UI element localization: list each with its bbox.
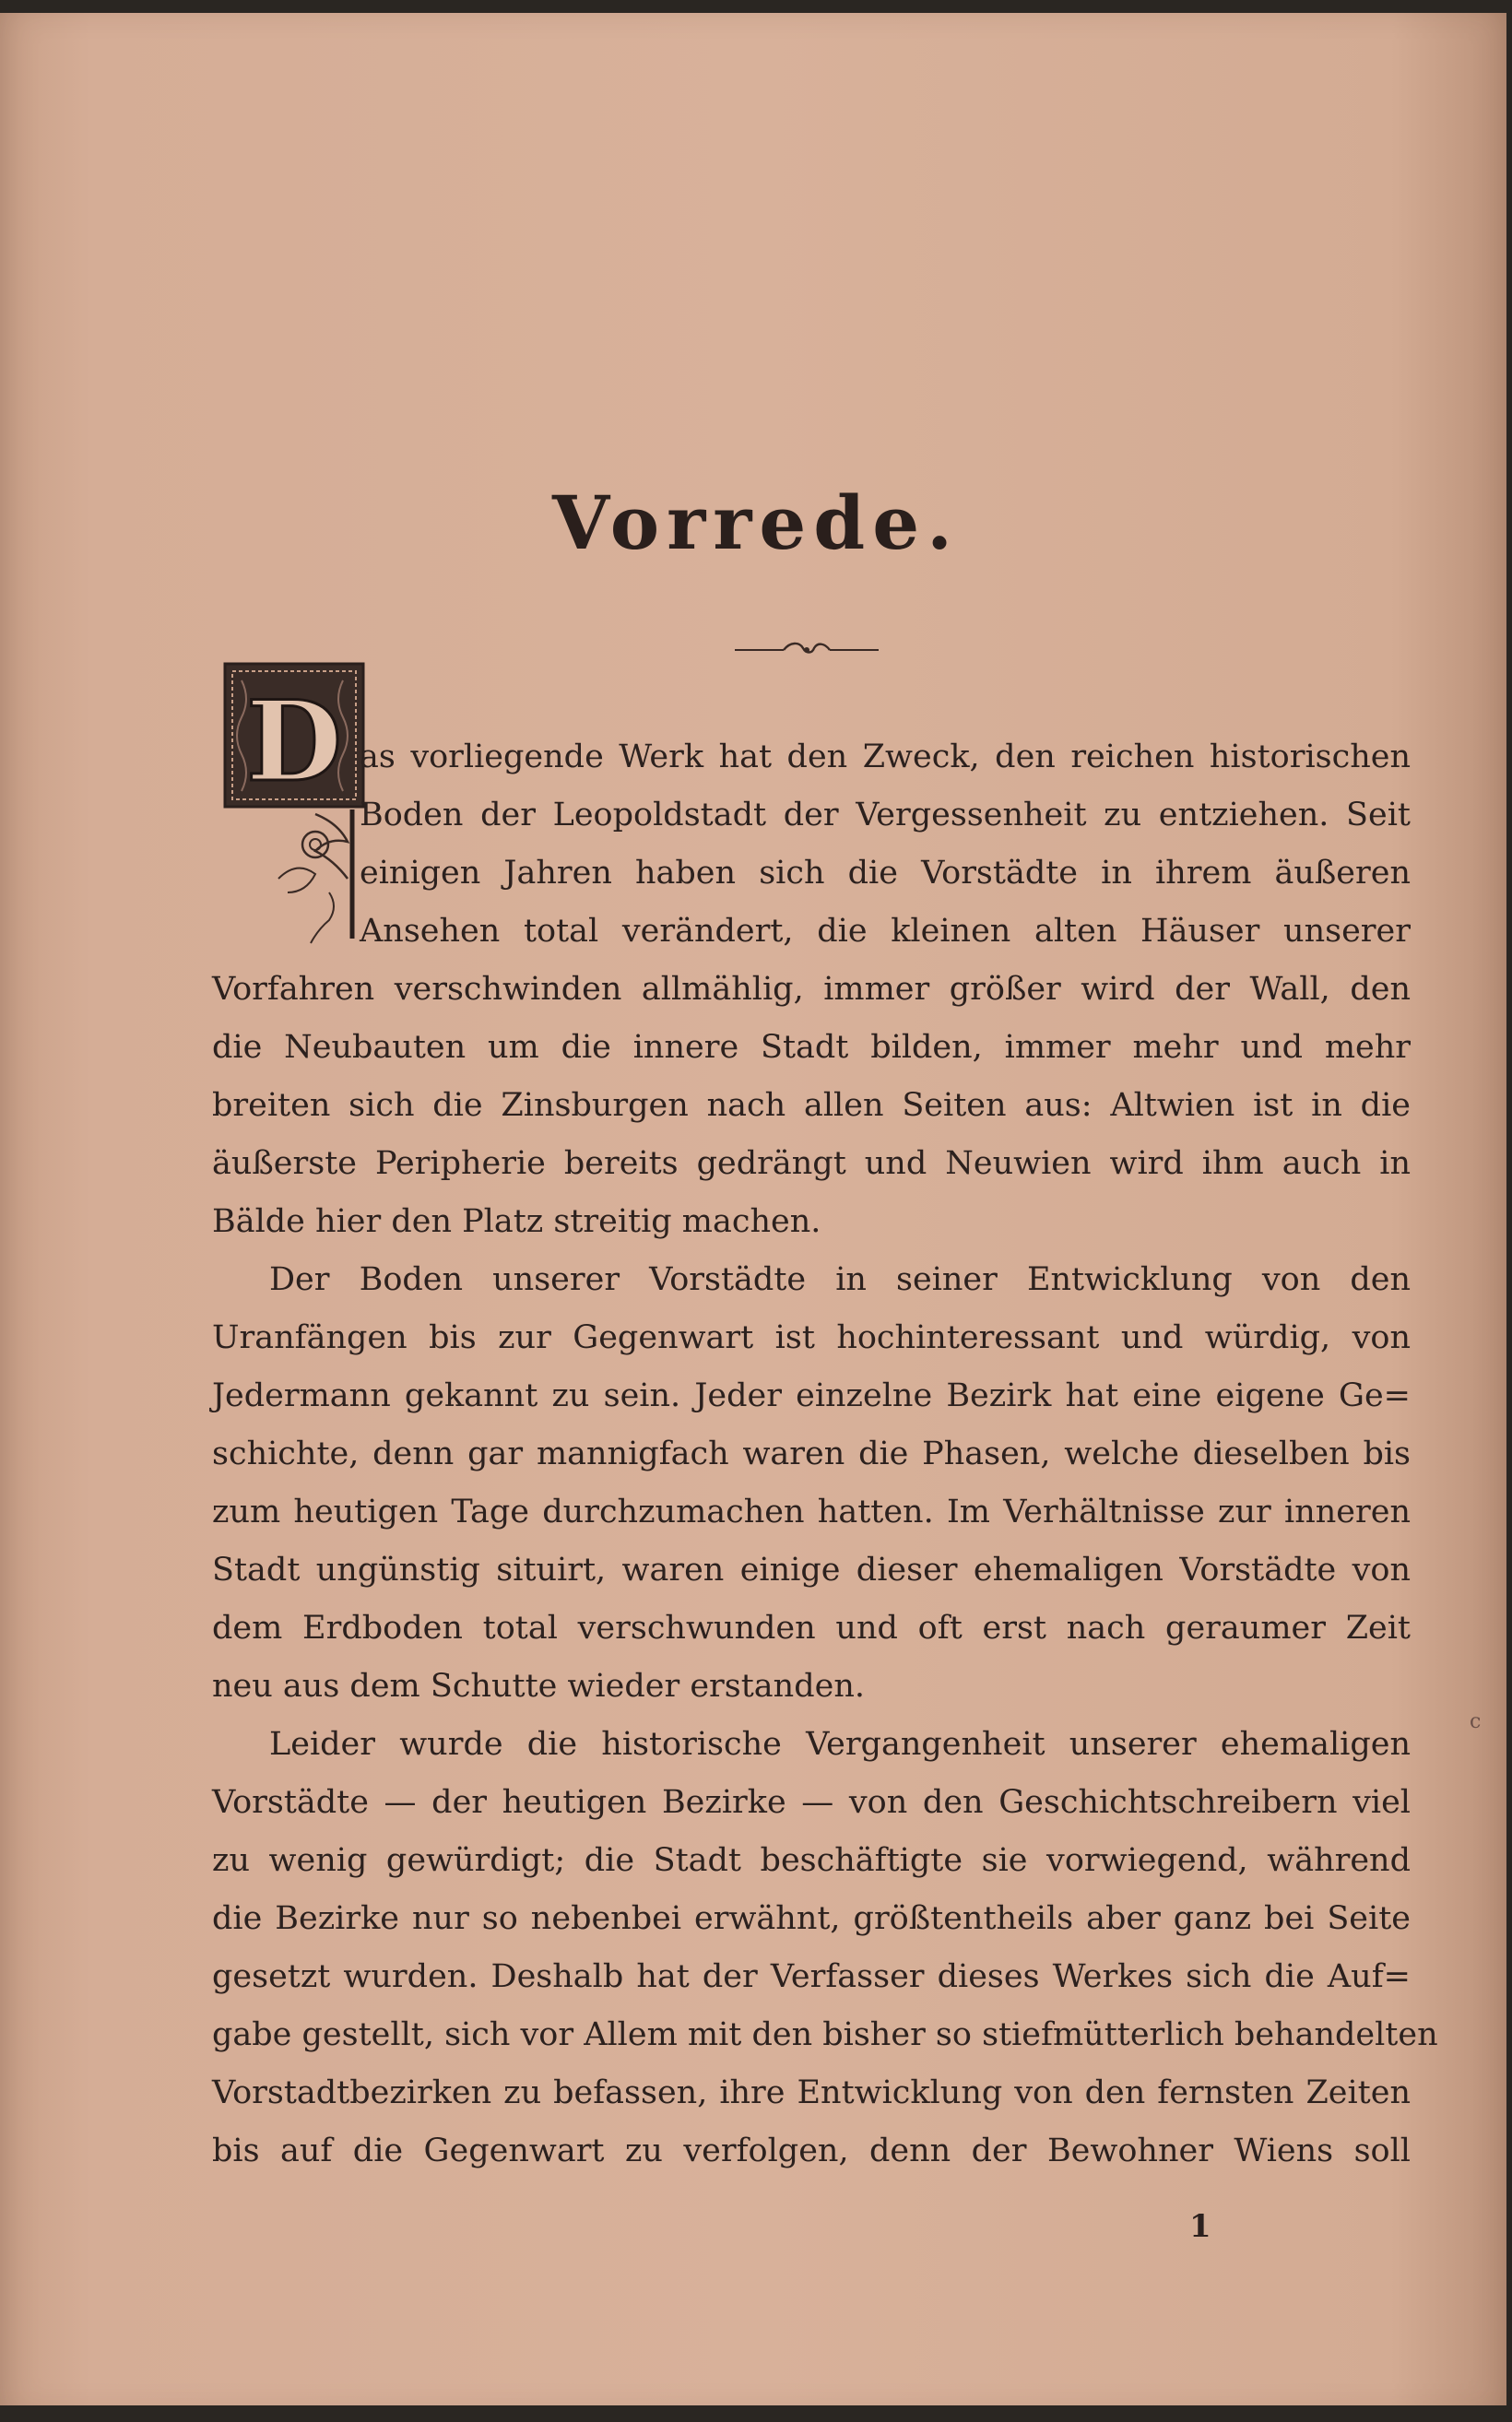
text-line: Stadt ungünstig situirt, waren einige dieser ehemaligen Vorstädte von	[212, 1552, 1411, 1589]
initial-letter: D	[245, 677, 343, 807]
text-line: Vorstadtbezirken zu befassen, ihre Entwicklung von den fernsten Zeiten	[212, 2074, 1411, 2111]
page-top-edge	[0, 0, 1512, 13]
page-title: Vorrede.	[552, 479, 960, 566]
page-bottom-edge	[0, 2405, 1512, 2422]
text-line: Bälde hier den Platz streitig machen.	[212, 1203, 821, 1240]
body-text	[212, 728, 1438, 2180]
text-line: äußerste Peripherie bereits gedrängt und Neuwien wird ihm auch in	[212, 1145, 1411, 1182]
title-ornament	[733, 636, 880, 664]
text-line: Boden der Leopoldstadt der Vergessenheit zu entziehen. Seit	[360, 797, 1411, 833]
text-line: breiten sich die Zinsburgen nach allen Seiten aus: Altwien ist in die	[212, 1087, 1411, 1124]
text-line: zum heutigen Tage durchzumachen hatten. Im Verhältnisse zur inneren	[212, 1494, 1411, 1530]
text-line: einigen Jahren haben sich die Vorstädte in ihrem äußeren	[360, 855, 1411, 892]
text-line: as vorliegende Werk hat den Zweck, den reichen historischen	[360, 738, 1411, 775]
text-line: dem Erdboden total verschwunden und oft erst nach geraumer Zeit	[212, 1610, 1411, 1647]
text-line: Ansehen total verändert, die kleinen alten Häuser unserer	[360, 913, 1411, 950]
text-line: zu wenig gewürdigt; die Stadt beschäftigte sie vorwiegend, während	[212, 1842, 1411, 1879]
text-line: Vorstädte — der heutigen Bezirke — von den Geschichtschreibern viel	[212, 1784, 1411, 1821]
page-right-edge	[1506, 0, 1512, 2422]
page-number: 1	[1189, 2208, 1211, 2245]
text-line: gesetzt wurden. Deshalb hat der Verfasser dieses Werkes sich die Auf=	[212, 1958, 1411, 1995]
text-line: gabe gestellt, sich vor Allem mit den bisher so stiefmütterlich behandelten	[212, 2016, 1438, 2053]
text-line: Vorfahren verschwinden allmählig, immer größer wird der Wall, den	[212, 971, 1411, 1008]
text-line: bis auf die Gegenwart zu verfolgen, denn der Bewohner Wiens soll	[212, 2133, 1411, 2169]
margin-mark: c	[1470, 1710, 1482, 1733]
text-line: Der Boden unserer Vorstädte in seiner Entwicklung von den	[269, 1261, 1411, 1298]
text-line: schichte, denn gar mannigfach waren die Phasen, welche dieselben bis	[212, 1435, 1411, 1472]
text-line: Leider wurde die historische Vergangenheit unserer ehemaligen	[269, 1726, 1411, 1763]
text-line: Uranfängen bis zur Gegenwart ist hochinteressant und würdig, von	[212, 1319, 1411, 1356]
text-line: Jedermann gekannt zu sein. Jeder einzelne Bezirk hat eine eigene Ge=	[212, 1377, 1411, 1414]
text-line: neu aus dem Schutte wieder erstanden.	[212, 1668, 865, 1705]
text-line: die Neubauten um die innere Stadt bilden, immer mehr und mehr	[212, 1029, 1411, 1066]
text-line: die Bezirke nur so nebenbei erwähnt, größtentheils aber ganz bei Seite	[212, 1900, 1411, 1937]
